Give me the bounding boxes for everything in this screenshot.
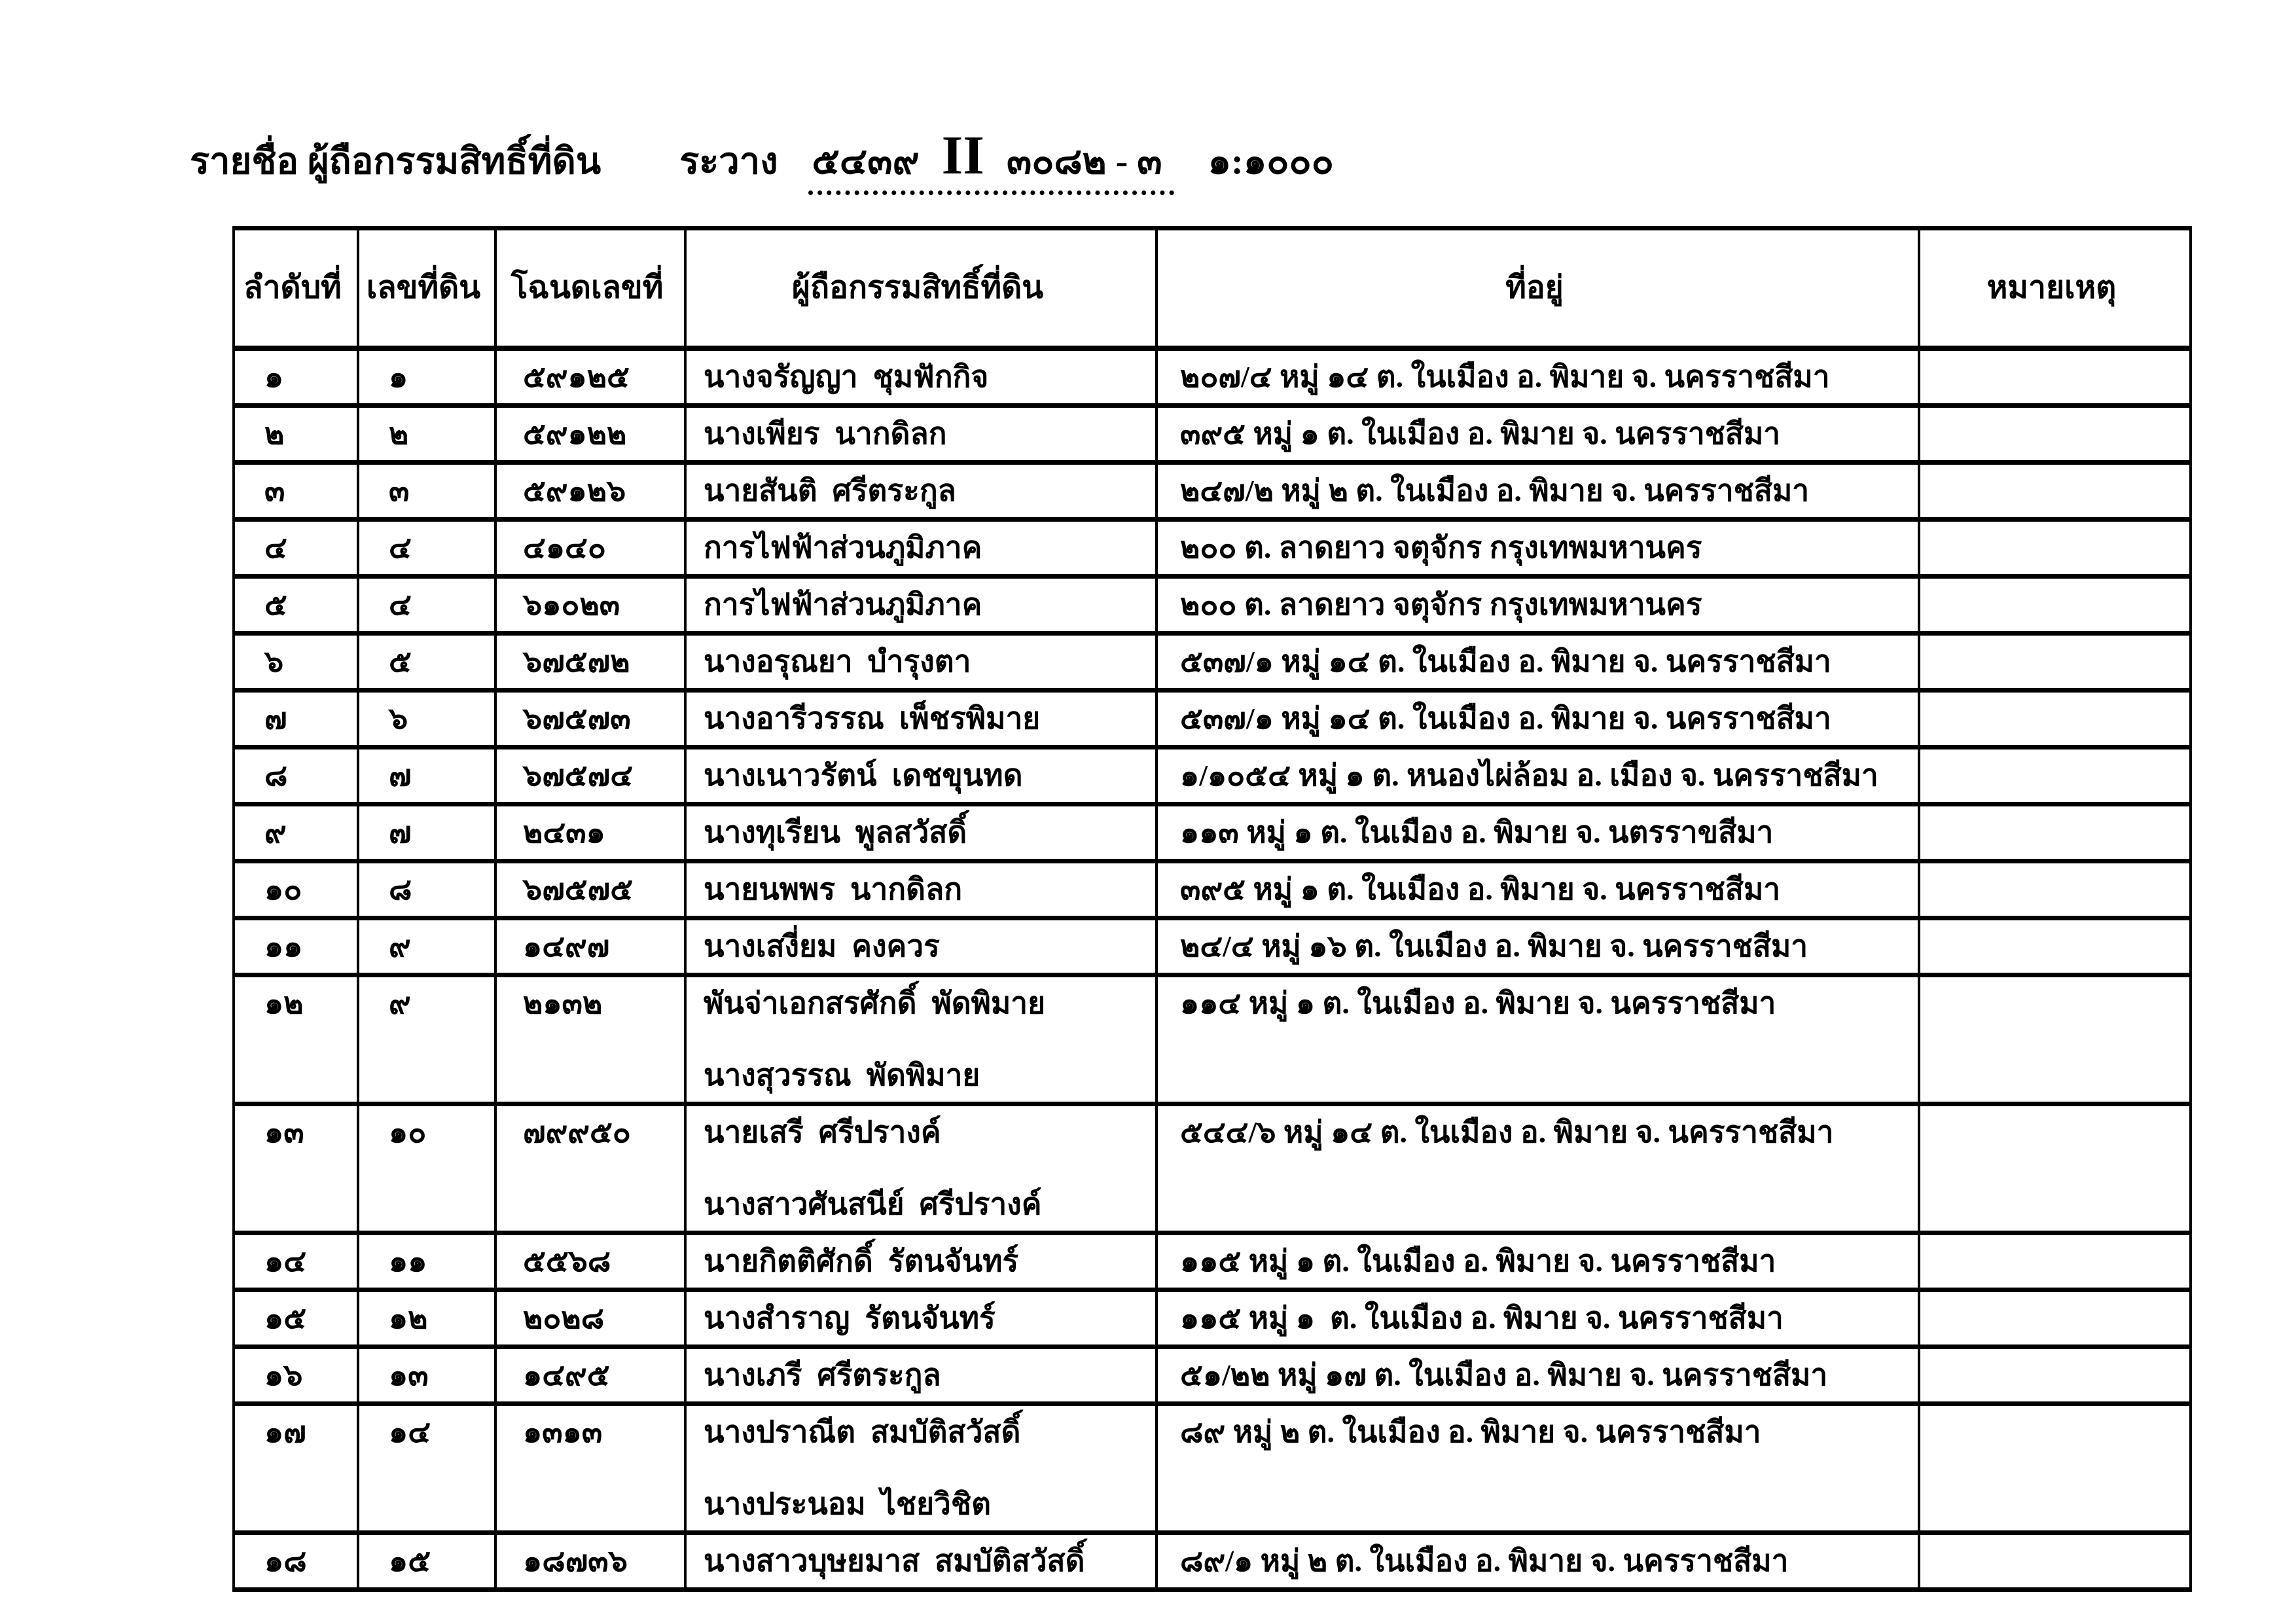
- cell-land-no: ๗: [358, 748, 495, 804]
- holder-name: นางสาวบุษยมาส สมบัติสวัสดิ์: [704, 1544, 1085, 1578]
- cell-address: ๘๙ หมู่ ๒ ต. ในเมือง อ. พิมาย จ. นครราชสีมา: [1157, 1404, 1919, 1533]
- cell-sequence-no: ๑๔: [234, 1233, 358, 1290]
- cell-sequence-no: ๑๗: [234, 1404, 358, 1533]
- header-land-no: เลขที่ดิน: [358, 228, 495, 349]
- table-row: [234, 1347, 2191, 1404]
- cell-deed-no: ๕๕๖๘: [495, 1233, 685, 1290]
- cell-deed-no: ๑๔๙๗: [495, 918, 685, 975]
- cell-land-no: ๕: [358, 634, 495, 691]
- cell-sequence-no: ๖: [234, 634, 358, 691]
- table-row: [234, 1404, 2191, 1533]
- cell-title-holder: [685, 520, 1157, 577]
- holder-name: นางอารีวรรณ เพ็ชรพิมาย: [704, 702, 1041, 735]
- cell-land-no: ๑๔: [358, 1404, 495, 1533]
- cell-title-holder: [685, 1404, 1157, 1533]
- cell-address: ๓๙๕ หมู่ ๑ ต. ในเมือง อ. พิมาย จ. นครราชสีมา: [1157, 861, 1919, 918]
- cell-title-holder: [685, 463, 1157, 520]
- cell-deed-no: ๖๑๐๒๓: [495, 577, 685, 634]
- header-deed-no: โฉนดเลขที่: [495, 228, 685, 349]
- sheet-number-underlined: [808, 125, 1174, 195]
- table-row: [234, 406, 2191, 463]
- table-row: [234, 691, 2191, 748]
- cell-land-no: ๑๑: [358, 1233, 495, 1290]
- cell-remark: [1919, 1104, 2191, 1233]
- table-row: [234, 804, 2191, 861]
- holder-name: นางสาวศันสนีย์ ศรีปรางค์: [704, 1187, 1042, 1221]
- holder-name: นางสุวรรณ พัดพิมาย: [704, 1058, 980, 1092]
- cell-deed-no: ๒๔๓๑: [495, 804, 685, 861]
- cell-title-holder: [685, 1347, 1157, 1404]
- cell-land-no: ๙: [358, 975, 495, 1104]
- cell-title-holder: [685, 1233, 1157, 1290]
- cell-remark: [1919, 918, 2191, 975]
- table-header: [234, 228, 2191, 349]
- cell-remark: [1919, 1347, 2191, 1404]
- cell-remark: [1919, 691, 2191, 748]
- table-row: [234, 1290, 2191, 1347]
- holder-name: นางอรุณยา บำรุงตา: [704, 645, 971, 678]
- cell-address: ๑๑๔ หมู่ ๑ ต. ในเมือง อ. พิมาย จ. นครราชสีมา: [1157, 975, 1919, 1104]
- cell-address: ๑๑๕ หมู่ ๑ ต. ในเมือง อ. พิมาย จ. นครราชสีมา: [1157, 1233, 1919, 1290]
- cell-remark: [1919, 1404, 2191, 1533]
- cell-land-no: ๑๓: [358, 1347, 495, 1404]
- header-title-holder: ผู้ถือกรรมสิทธิ์ที่ดิน: [685, 228, 1157, 349]
- cell-title-holder: [685, 634, 1157, 691]
- cell-address: ๒๐๐ ต. ลาดยาว จตุจักร กรุงเทพมหานคร: [1157, 577, 1919, 634]
- cell-land-no: ๗: [358, 804, 495, 861]
- cell-land-no: ๖: [358, 691, 495, 748]
- cell-sequence-no: ๑๐: [234, 861, 358, 918]
- landholders-table-body: [234, 348, 2191, 1590]
- cell-deed-no: ๑๓๑๓: [495, 1404, 685, 1533]
- holder-name: นางเพียร นากดิลก: [704, 417, 947, 450]
- cell-title-holder: [685, 1104, 1157, 1233]
- map-scale: ๑:๑๐๐๐: [1208, 141, 1334, 182]
- holder-name: พันจ่าเอกสรศักดิ์ พัดพิมาย: [704, 986, 1046, 1020]
- cell-sequence-no: ๕: [234, 577, 358, 634]
- cell-sequence-no: ๑๒: [234, 975, 358, 1104]
- cell-remark: [1919, 1533, 2191, 1590]
- holder-name: นางทุเรียน พูลสวัสดิ์: [704, 816, 967, 849]
- cell-sequence-no: ๒: [234, 406, 358, 463]
- cell-remark: [1919, 1290, 2191, 1347]
- cell-deed-no: ๑๔๙๕: [495, 1347, 685, 1404]
- cell-remark: [1919, 520, 2191, 577]
- cell-land-no: ๒: [358, 406, 495, 463]
- cell-remark: [1919, 348, 2191, 406]
- cell-address: ๒๐๗/๔ หมู่ ๑๔ ต. ในเมือง อ. พิมาย จ. นครราชสีมา: [1157, 348, 1919, 406]
- table-row: [234, 1233, 2191, 1290]
- cell-title-holder: [685, 577, 1157, 634]
- cell-address: ๑๑๕ หมู่ ๑ ต. ในเมือง อ. พิมาย จ. นครราชสีมา: [1157, 1290, 1919, 1347]
- cell-land-no: ๓: [358, 463, 495, 520]
- cell-deed-no: ๔๑๔๐: [495, 520, 685, 577]
- cell-land-no: ๑๒: [358, 1290, 495, 1347]
- cell-remark: [1919, 634, 2191, 691]
- cell-sequence-no: ๑๑: [234, 918, 358, 975]
- cell-sequence-no: ๓: [234, 463, 358, 520]
- cell-land-no: ๙: [358, 918, 495, 975]
- title-text: รายชื่อ ผู้ถือกรรมสิทธิ์ที่ดิน: [190, 141, 601, 182]
- holder-name: นางปราณีต สมบัติสวัสดิ์: [704, 1415, 1021, 1449]
- table-row: [234, 1104, 2191, 1233]
- header-sequence-no: ลำดับที่: [234, 228, 358, 349]
- sheet-number-rest: ๓๐๘๒ - ๓: [1006, 141, 1162, 182]
- table-row: [234, 861, 2191, 918]
- holder-name: นางจรัญญา ชุมฟักกิจ: [704, 360, 989, 393]
- holder-name: นายนพพร นากดิลก: [704, 873, 963, 906]
- sheet-label: ระวาง: [679, 141, 778, 182]
- cell-title-holder: [685, 861, 1157, 918]
- table-row: [234, 975, 2191, 1104]
- cell-title-holder: [685, 348, 1157, 406]
- cell-address: ๕๔๔/๖ หมู่ ๑๔ ต. ในเมือง อ. พิมาย จ. นครราชสีมา: [1157, 1104, 1919, 1233]
- cell-title-holder: [685, 804, 1157, 861]
- cell-sequence-no: ๙: [234, 804, 358, 861]
- cell-remark: [1919, 577, 2191, 634]
- cell-land-no: ๔: [358, 520, 495, 577]
- document-title: [190, 125, 1334, 195]
- cell-sequence-no: ๑๓: [234, 1104, 358, 1233]
- landholders-table: [232, 226, 2192, 1592]
- cell-sequence-no: ๑๖: [234, 1347, 358, 1404]
- cell-land-no: ๔: [358, 577, 495, 634]
- holder-name: นายกิตติศักดิ์ รัตนจันทร์: [704, 1244, 1019, 1278]
- cell-address: ๒๔/๔ หมู่ ๑๖ ต. ในเมือง อ. พิมาย จ. นครราชสีมา: [1157, 918, 1919, 975]
- table-row: [234, 577, 2191, 634]
- holder-name: นางเภรี ศรีตระกูล: [704, 1358, 941, 1392]
- cell-sequence-no: ๑: [234, 348, 358, 406]
- cell-address: ๕๓๗/๑ หมู่ ๑๔ ต. ในเมือง อ. พิมาย จ. นครราชสีมา: [1157, 634, 1919, 691]
- cell-address: ๕๓๗/๑ หมู่ ๑๔ ต. ในเมือง อ. พิมาย จ. นครราชสีมา: [1157, 691, 1919, 748]
- cell-deed-no: ๖๗๕๗๓: [495, 691, 685, 748]
- cell-deed-no: ๑๘๗๓๖: [495, 1533, 685, 1590]
- cell-land-no: ๘: [358, 861, 495, 918]
- cell-land-no: ๑๐: [358, 1104, 495, 1233]
- cell-deed-no: ๕๙๑๒๒: [495, 406, 685, 463]
- cell-land-no: ๑: [358, 348, 495, 406]
- cell-remark: [1919, 861, 2191, 918]
- cell-address: ๒๔๗/๒ หมู่ ๒ ต. ในเมือง อ. พิมาย จ. นครราชสีมา: [1157, 463, 1919, 520]
- holder-name: นางเนาวรัตน์ เดชขุนทด: [704, 759, 1023, 792]
- holder-name: นางประนอม ไชยวิชิต: [704, 1487, 991, 1521]
- header-remarks: หมายเหตุ: [1919, 228, 2191, 349]
- cell-remark: [1919, 748, 2191, 804]
- cell-remark: [1919, 463, 2191, 520]
- cell-title-holder: [685, 691, 1157, 748]
- table-row: [234, 520, 2191, 577]
- cell-deed-no: ๖๗๕๗๕: [495, 861, 685, 918]
- table-row: [234, 348, 2191, 406]
- holder-name: นายสันติ ศรีตระกูล: [704, 474, 956, 507]
- cell-address: ๑/๑๐๕๔ หมู่ ๑ ต. หนองไผ่ล้อม อ. เมือง จ. นครราชสีมา: [1157, 748, 1919, 804]
- cell-address: ๒๐๐ ต. ลาดยาว จตุจักร กรุงเทพมหานคร: [1157, 520, 1919, 577]
- table-row: [234, 748, 2191, 804]
- holder-name: นางสำราญ รัตนจันทร์: [704, 1301, 996, 1335]
- cell-address: ๕๑/๒๒ หมู่ ๑๗ ต. ในเมือง อ. พิมาย จ. นครราชสีมา: [1157, 1347, 1919, 1404]
- cell-title-holder: [685, 918, 1157, 975]
- cell-land-no: ๑๕: [358, 1533, 495, 1590]
- cell-sequence-no: ๗: [234, 691, 358, 748]
- sheet-number-roman: II: [941, 125, 984, 186]
- cell-deed-no: ๕๙๑๒๕: [495, 348, 685, 406]
- cell-remark: [1919, 804, 2191, 861]
- table-row: [234, 1533, 2191, 1590]
- cell-deed-no: ๖๗๕๗๒: [495, 634, 685, 691]
- cell-title-holder: [685, 1290, 1157, 1347]
- cell-sequence-no: ๑๕: [234, 1290, 358, 1347]
- holder-name: นางเสงี่ยม คงควร: [704, 929, 940, 963]
- header-address: ที่อยู่: [1157, 228, 1919, 349]
- cell-title-holder: [685, 748, 1157, 804]
- cell-deed-no: ๖๗๕๗๔: [495, 748, 685, 804]
- holder-name: การไฟฟ้าส่วนภูมิภาค: [704, 588, 982, 621]
- sheet-number-thai: ๕๔๓๙: [812, 141, 920, 182]
- cell-deed-no: ๒๑๓๒: [495, 975, 685, 1104]
- cell-address: ๓๙๕ หมู่ ๑ ต. ในเมือง อ. พิมาย จ. นครราชสีมา: [1157, 406, 1919, 463]
- table-row: [234, 918, 2191, 975]
- holder-name: การไฟฟ้าส่วนภูมิภาค: [704, 531, 982, 564]
- table-row: [234, 463, 2191, 520]
- cell-title-holder: [685, 406, 1157, 463]
- cell-deed-no: ๒๐๒๘: [495, 1290, 685, 1347]
- holder-name: นายเสรี ศรีปรางค์: [704, 1115, 941, 1149]
- cell-deed-no: ๗๙๙๕๐: [495, 1104, 685, 1233]
- cell-title-holder: [685, 1533, 1157, 1590]
- cell-title-holder: [685, 975, 1157, 1104]
- cell-sequence-no: ๘: [234, 748, 358, 804]
- cell-address: ๑๑๓ หมู่ ๑ ต. ในเมือง อ. พิมาย จ. นตรราขสีมา: [1157, 804, 1919, 861]
- table-header-row: [234, 228, 2191, 349]
- cell-deed-no: ๕๙๑๒๖: [495, 463, 685, 520]
- cell-remark: [1919, 1233, 2191, 1290]
- cell-address: ๘๙/๑ หมู่ ๒ ต. ในเมือง อ. พิมาย จ. นครราชสีมา: [1157, 1533, 1919, 1590]
- cell-remark: [1919, 975, 2191, 1104]
- cell-remark: [1919, 406, 2191, 463]
- table-row: [234, 634, 2191, 691]
- cell-sequence-no: ๔: [234, 520, 358, 577]
- cell-sequence-no: ๑๘: [234, 1533, 358, 1590]
